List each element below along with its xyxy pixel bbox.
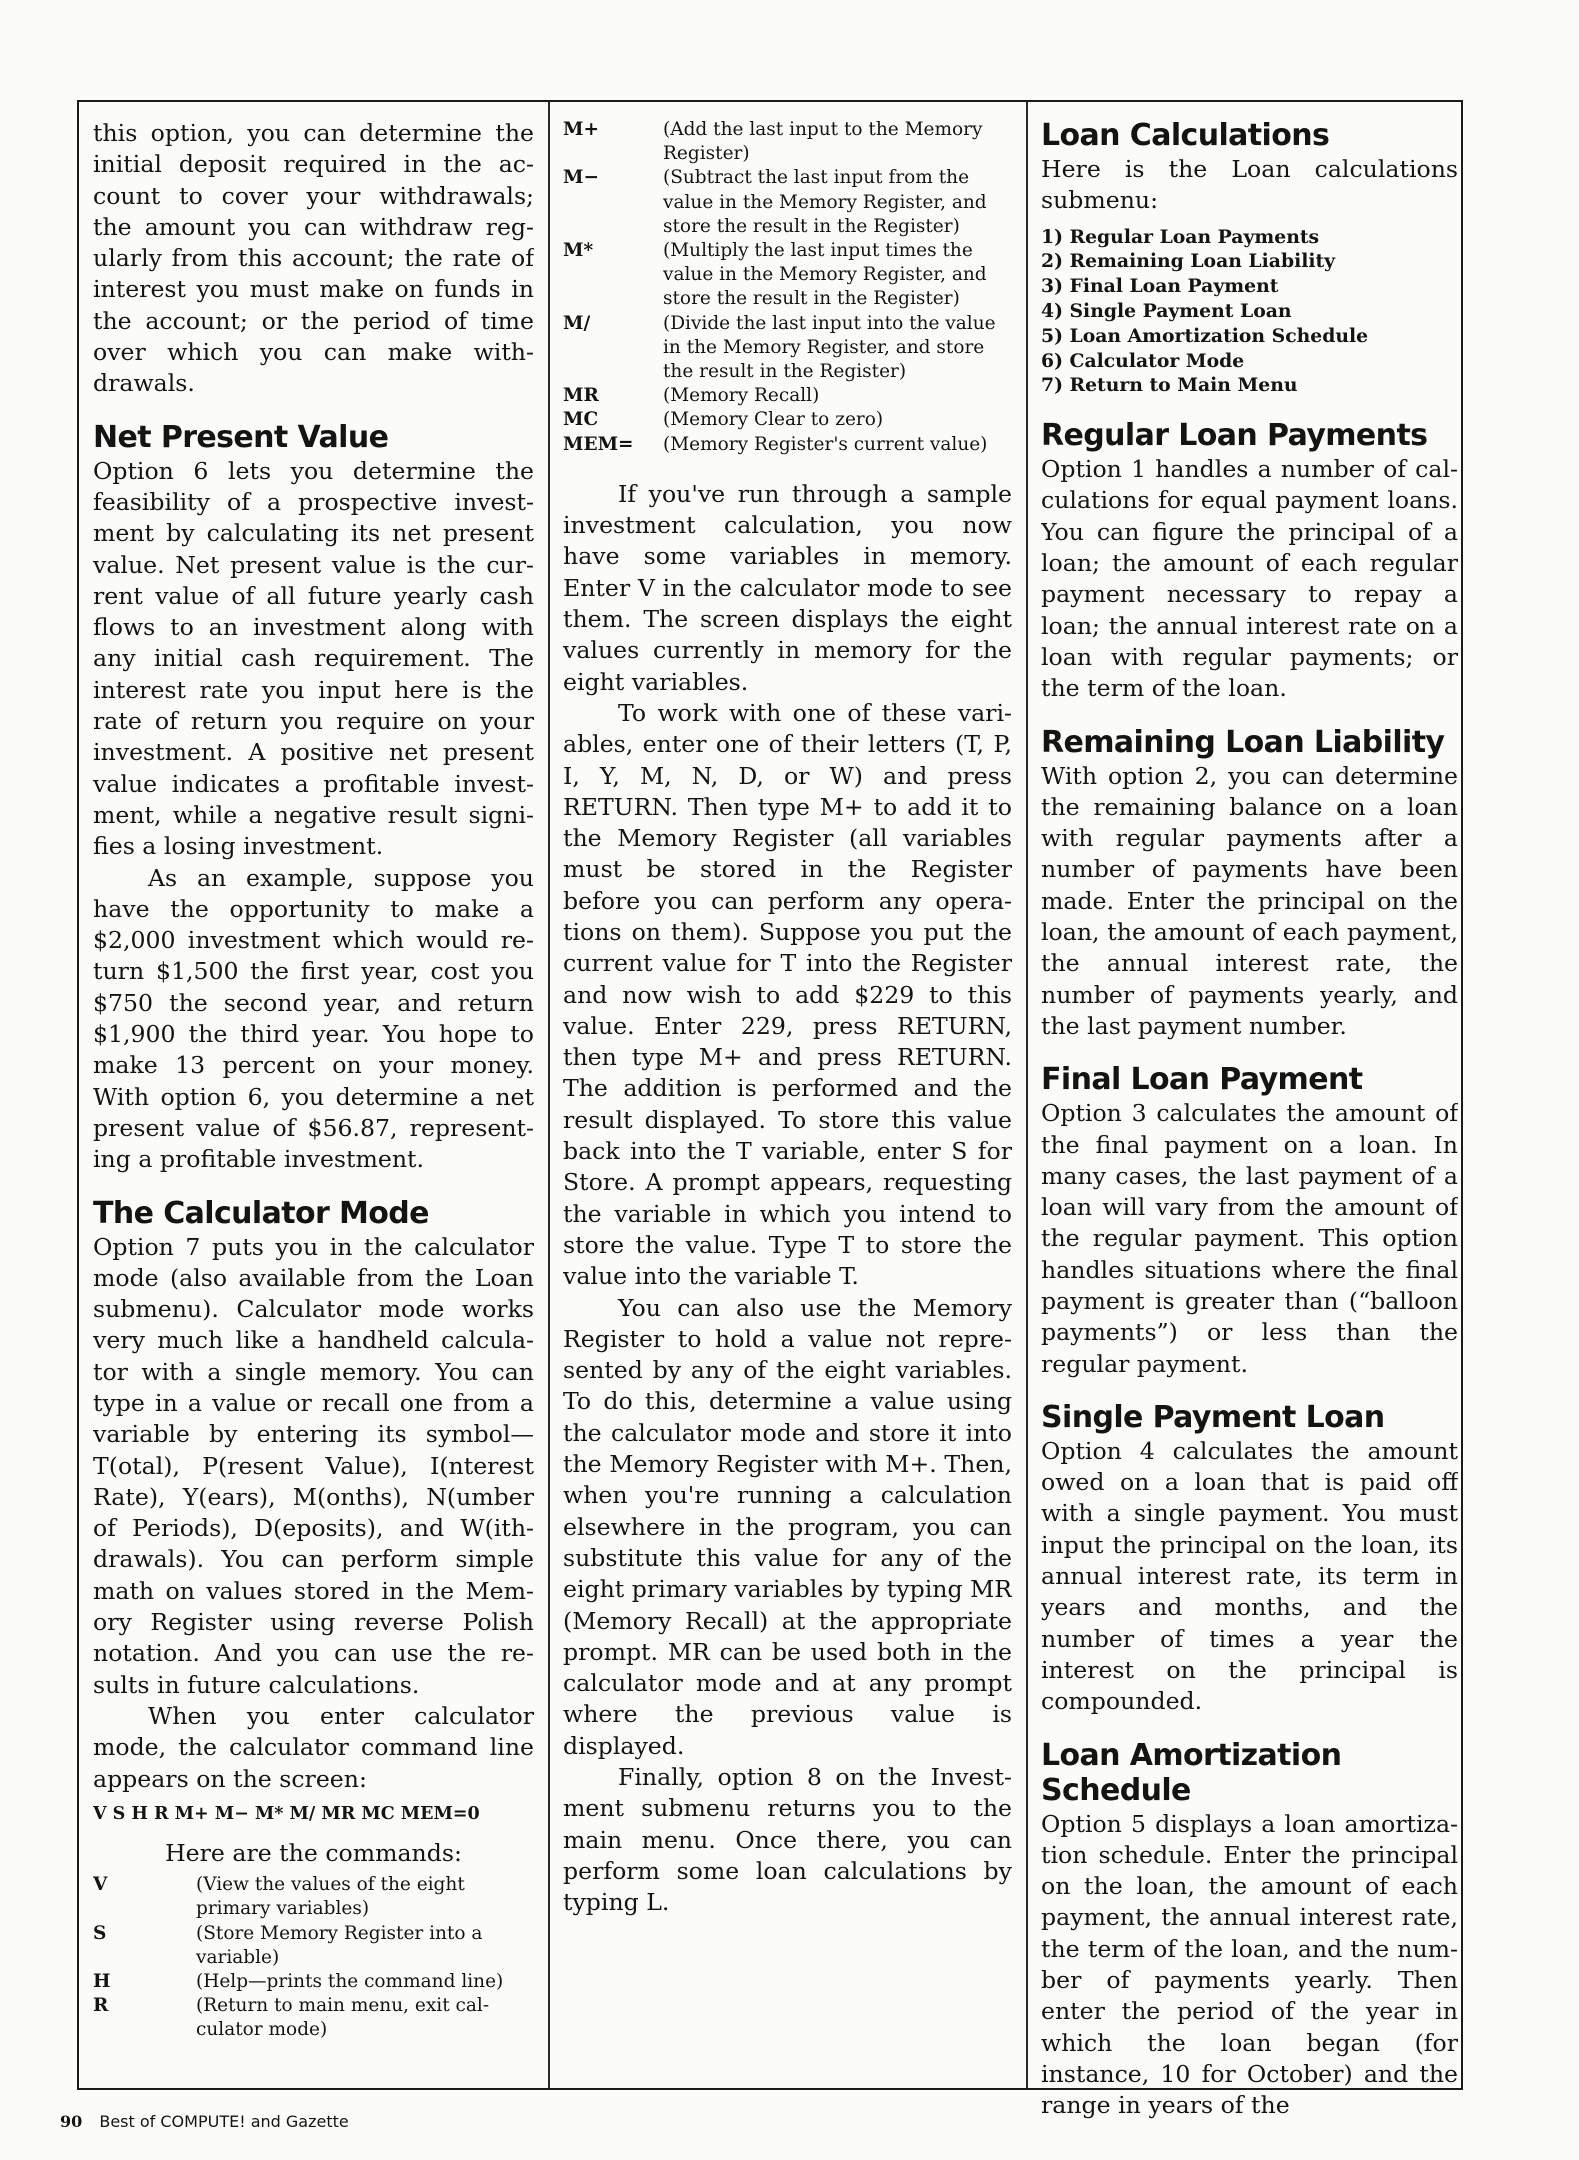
column-3 bbox=[1041, 118, 1458, 2122]
memory-command-list bbox=[563, 118, 1012, 457]
loan-submenu bbox=[1041, 225, 1458, 399]
command-description: (Store Memory Register into a variable) bbox=[196, 1922, 483, 1968]
menu-item: 1) Regular Loan Payments bbox=[1041, 225, 1320, 248]
paragraph: When you enter calculator mode, the calculator command line appears on the screen: bbox=[93, 1701, 534, 1793]
paragraph: Option 3 calculates the amount of the final payment on a loan. In many cases, the last payment of a loan will vary from the amount of the regular payment. This option handles situations where the final payment is greater than (“balloon payments”) or less than the regular payment. bbox=[1041, 1099, 1458, 1378]
command-row bbox=[563, 118, 1012, 166]
menu-item: 5) Loan Amortization Schedule bbox=[1041, 324, 1369, 347]
section-heading-calculator-mode: The Calculator Mode bbox=[93, 1195, 429, 1231]
paragraph: As an example, suppose you have the opportunity to make a $2,000 investment which would return $1,500 the first year, cost you $750 the second year, and return $1,900 the third year. You hope to make 13 percent on your money. With option 6, you determine a net present value of $56.87, representing a profitable investment. bbox=[93, 863, 534, 1174]
command-key: M/ bbox=[563, 312, 591, 334]
command-row bbox=[563, 408, 1012, 432]
command-description: (Help—prints the command line) bbox=[196, 1970, 504, 1992]
command-key: H bbox=[93, 1970, 111, 1992]
paragraph: Here are the commands: bbox=[165, 1838, 462, 1867]
command-key: MEM= bbox=[563, 433, 634, 455]
paragraph: Option 7 puts you in the calculator mode (also available from the Loan submenu). Calculator mode works very much like a handheld calculator with a single memory. You can type in a value or recall one from a variable by entering its symbol— T(otal), P(resent Value), I(nterest Rate), Y(ears), M(onths), N(umber of Periods), D(eposits), and W(ithdrawals). You can perform simple math on values stored in the Memory Register using reverse Polish notation. And you can use the results in future calculations. bbox=[93, 1232, 534, 1699]
column-rule bbox=[548, 102, 550, 2088]
section-heading-net-present-value: Net Present Value bbox=[93, 419, 389, 455]
command-key: R bbox=[93, 1995, 109, 2017]
command-row bbox=[563, 166, 1012, 239]
command-key: MC bbox=[563, 409, 599, 431]
menu-item: 2) Remaining Loan Liability bbox=[1041, 250, 1336, 273]
command-description: (Add the last input to the Memory Register) bbox=[663, 119, 983, 165]
menu-item: 7) Return to Main Menu bbox=[1041, 374, 1298, 397]
column-rule bbox=[1026, 102, 1028, 2088]
command-key: S bbox=[93, 1922, 107, 1944]
command-key: M− bbox=[563, 167, 599, 189]
command-key: MR bbox=[563, 385, 599, 407]
section-heading-regular-loan-payments: Regular Loan Payments bbox=[1041, 418, 1428, 454]
command-row bbox=[563, 312, 1012, 385]
menu-item: 3) Final Loan Payment bbox=[1041, 275, 1279, 298]
command-description: (Subtract the last input from the value in the Memory Register, and store the result in the Register) bbox=[663, 167, 987, 237]
paragraph: With option 2, you can determine the remaining balance on a loan with regular payments after a number of payments have been made. Enter the principal on the loan, the amount of each payment, the annual interest rate, the number of payments yearly, and the last payment number. bbox=[1041, 761, 1458, 1040]
section-heading-single-payment-loan: Single Payment Loan bbox=[1041, 1399, 1385, 1435]
command-row bbox=[563, 239, 1012, 312]
page-number: 90 bbox=[60, 2112, 83, 2131]
command-description: (Memory Clear to zero) bbox=[663, 409, 884, 431]
column-2 bbox=[563, 118, 1012, 1919]
command-row bbox=[563, 384, 1012, 408]
paragraph: Here is the Loan calculations submenu: bbox=[1041, 155, 1458, 215]
command-description: (Return to main menu, exit calculator mode) bbox=[196, 1995, 490, 2041]
paragraph: If you've run through a sample investment calculation, you now have some variables in memory. Enter V in the calculator mode to see them. The screen displays the eight values currently in memory for the eight variables. bbox=[563, 479, 1012, 696]
paragraph: You can also use the Memory Register to hold a value not represented by any of the eight variables. To do this, determine a value using the calculator mode and store it into the Memory Register with M+. Then, when you're running a calculation elsewhere in the program, you can substitute this value for any of the eight primary variables by typing MR (Memory Recall) at the appropriate prompt. MR can be used both in the calculator mode and at any prompt where the previous value is displayed. bbox=[563, 1293, 1012, 1760]
command-row bbox=[563, 433, 1012, 457]
command-row bbox=[93, 1922, 534, 1970]
command-description: (Multiply the last input times the value in the Memory Register, and store the result in the Register) bbox=[663, 240, 987, 310]
command-description: (Memory Register's current value) bbox=[663, 433, 988, 455]
command-key: M* bbox=[563, 240, 594, 262]
paragraph: To work with one of these variables, enter one of their letters (T, P, I, Y, M, N, D, or W) and press RETURN. Then type M+ to add it to the Memory Register (all variables must be stored in the Register before you can perform any operations on them). Suppose you put the current value for T into the Register and now wish to add $229 to this value. Enter 229, press RETURN, then type M+ and press RETURN. The addition is performed and the result displayed. To store this value back into the T variable, enter S for Store. A prompt appears, requesting the variable in which you intend to store the value. Type T to store the value into the variable T. bbox=[563, 698, 1012, 1291]
paragraph: this option, you can determine the initial deposit required in the account to cover your withdrawals; the amount you can withdraw regularly from this account; the rate of interest you must make on funds in the account; or the period of time over which you can make withdrawals. bbox=[93, 119, 534, 398]
paragraph: Option 6 lets you determine the feasibility of a prospective investment by calculating its net present value. Net present value is the current value of all future yearly cash flows to an investment along with any initial cash requirement. The interest rate you input here is the rate of return you require on your investment. A positive net present value indicates a profitable investment, while a negative result signifies a losing investment. bbox=[93, 456, 534, 861]
command-list bbox=[93, 1873, 534, 2042]
paragraph: Option 4 calculates the amount owed on a loan that is paid off with a single payment. You must input the principal on the loan, its annual interest rate, its term in years and months, and the number of times a year the interest on the principal is compounded. bbox=[1041, 1436, 1458, 1716]
command-row bbox=[93, 1873, 534, 1921]
paragraph: Option 1 handles a number of calculations for equal payment loans. You can figure the principal of a loan; the amount of each regular payment necessary to repay a loan; the annual interest rate on a loan with regular payments; or the term of the loan. bbox=[1041, 455, 1458, 703]
command-line: V S H R M+ M− M* M/ MR MC MEM=0 bbox=[93, 1803, 480, 1824]
section-heading-remaining-loan-liability: Remaining Loan Liability bbox=[1041, 724, 1445, 760]
section-heading-final-loan-payment: Final Loan Payment bbox=[1041, 1062, 1363, 1098]
command-key: M+ bbox=[563, 119, 599, 140]
command-description: (Memory Recall) bbox=[663, 385, 820, 407]
page-footer bbox=[60, 2112, 349, 2131]
command-row bbox=[93, 1970, 534, 1994]
command-description: (View the values of the eight primary variables) bbox=[196, 1874, 465, 1920]
column-1 bbox=[93, 118, 534, 2043]
command-row bbox=[93, 1994, 534, 2042]
menu-item: 4) Single Payment Loan bbox=[1041, 299, 1292, 322]
paragraph: Finally, option 8 on the Investment submenu returns you to the main menu. Once there, you can perform some loan calculations by typing L. bbox=[563, 1763, 1012, 1917]
command-key: V bbox=[93, 1874, 108, 1896]
command-description: (Divide the last input into the value in the Memory Register, and store the result in the Register) bbox=[663, 312, 996, 383]
paragraph: Option 5 displays a loan amortization schedule. Enter the principal on the loan, the amount of each payment, the annual interest rate, the term of the loan, and the number of payments yearly. Then enter the period of the year in which the loan began (for instance, 10 for October) and the range in years of the bbox=[1041, 1809, 1458, 2120]
section-heading-loan-calculations: Loan Calculations bbox=[1041, 118, 1330, 153]
section-heading-loan-amortization-schedule: Loan Amortization Schedule bbox=[1041, 1737, 1342, 1808]
publication-title: Best of COMPUTE! and Gazette bbox=[99, 2112, 349, 2131]
menu-item: 6) Calculator Mode bbox=[1041, 349, 1245, 372]
